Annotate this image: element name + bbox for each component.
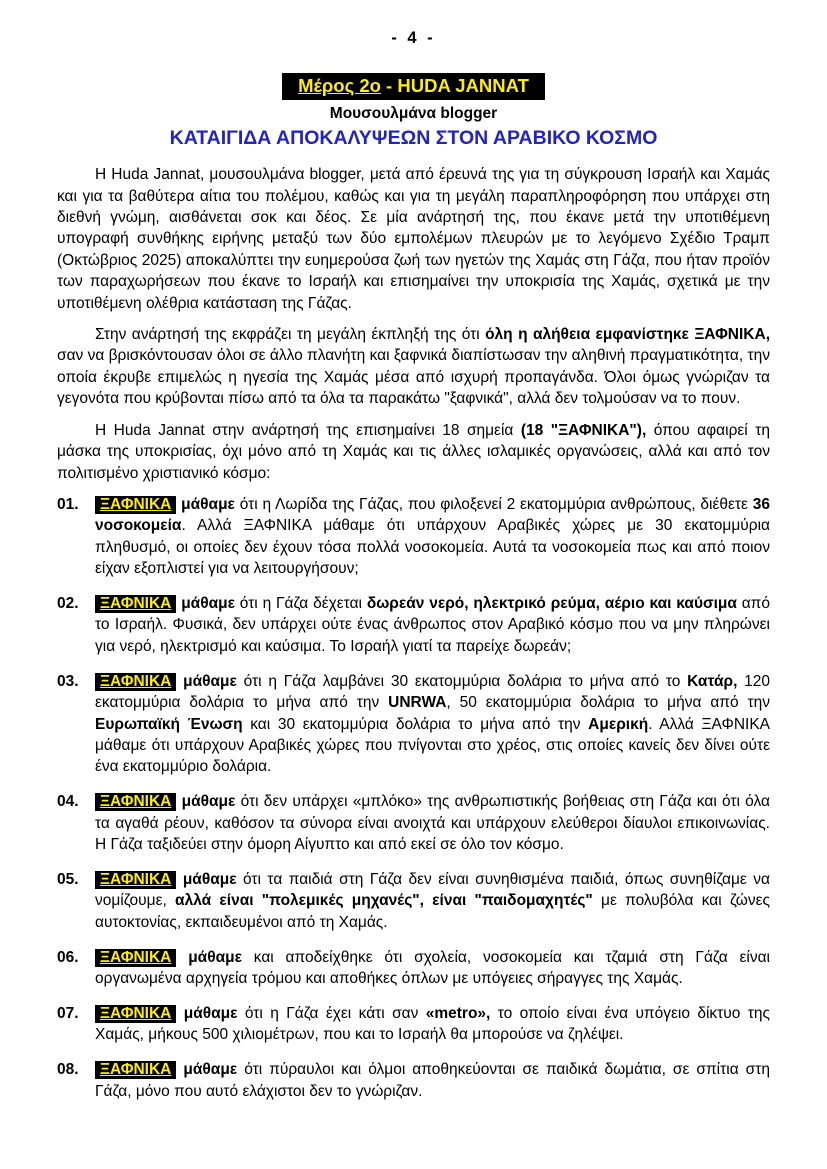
text-run: μάθαμε [182,871,237,888]
item-number: 07. [57,1005,79,1023]
paragraph [57,420,770,484]
text-run: ότι πύραυλοι και όλμοι αποθηκεύονται σε παιδικά δωμάτια, σε σπίτια στη Γάζα, μόνο που αυτό ελάχιστοι δεν το γνώριζαν. [95,1061,770,1100]
xafnika-marker: ΞΑΦΝΙΚΑ [95,1005,176,1023]
text-run: και 30 εκατομμύρια δολάρια το μήνα από την [242,715,589,733]
page-number: - 4 - [391,29,436,47]
text-run: Η Huda Jannat στην ανάρτησή της επισημαίνει 18 σημεία [95,421,521,439]
text-run: . Αλλά ΞΑΦΝΙΚΑ μάθαμε ότι υπάρχουν Αραβικές χώρες με 30 εκατομμύρια πληθυσμό, οι οποίες δεν έχουν τόσα πολλά νοσοκομεία. Αυτά τα νοσοκομεία πως και από ποιον είχαν εξοπλιστεί για να λειτουργήσουν; [95,517,770,578]
text-run: ότι η Γάζα δέχεται [234,595,367,613]
text-run: Ευρωπαϊκή Ένωση [95,715,243,733]
list-item [57,593,770,657]
xafnika-marker: ΞΑΦΝΙΚΑ [95,949,176,967]
list-item [57,791,770,855]
list-item [57,1059,770,1102]
xafnika-marker: ΞΑΦΝΙΚΑ [95,595,176,613]
text-run: . Αλλά ΞΑΦΝΙΚΑ μάθαμε ότι υπάρχουν Αραβικές χώρες που πνίγονται στο χρέος, στις οποίες κανείς δεν δίνει ούτε ένα εκατομμύριο δολάρια. [95,715,770,776]
banner-row [57,73,770,100]
text-run: αλλά είναι "πολεμικές μηχανές", είναι "παιδομαχητές" [175,892,593,910]
banner-author: HUDA JANNAT [397,75,529,97]
text-run: μάθαμε [181,495,235,513]
item-number: 04. [57,793,79,811]
text-run: Κατάρ, [687,672,738,690]
text-run: ότι η Γάζα έχει κάτι σαν [237,1005,426,1023]
text-run: με πολυβόλα και ζώνες αυτοκτονίας, εκπαιδευμένοι από τη Χαμάς. [95,892,770,931]
text-run: 120 εκατομμύρια δολάρια το μήνα από την [95,672,770,712]
text-run: μάθαμε [181,595,235,613]
text-run: μάθαμε [181,793,236,811]
text-run: ότι η Λωρίδα της Γάζας, που φιλοξενεί 2 εκατομμύρια ανθρώπους, διέθετε [234,495,753,513]
text-run: το οποίο είναι ένα υπόγειο δίκτυο της Χαμάς, μήκους 500 χιλιομέτρων, που και το Ισραήλ θα μπορούσε να ζηλέψει. [95,1005,770,1044]
text-run: Αμερική [588,715,649,733]
item-number: 01. [57,495,79,513]
text-run: , 50 εκατομμύρια δολάρια το μήνα από την [446,694,770,712]
text-run: μάθαμε [188,948,242,966]
text-run: μάθαμε [183,1005,238,1023]
paragraph [57,164,770,314]
xafnika-marker: ΞΑΦΝΙΚΑ [95,496,176,514]
text-run: ότι η Γάζα λαμβάνει 30 εκατομμύρια δολάρια το μήνα από το [236,672,688,690]
xafnika-marker: ΞΑΦΝΙΚΑ [95,673,176,691]
subtitle: Μουσουλμάνα blogger [329,105,498,123]
list-item [57,947,770,990]
xafnika-marker: ΞΑΦΝΙΚΑ [95,793,176,811]
list-item [57,494,770,580]
text-run: και αποδείχθηκε ότι σχολεία, νοσοκομεία και τζαμιά στη Γάζα είναι οργανωμένα αρχηγεία τρόμου και αποθήκες όπλων με υπόγειες σήραγγες της Χαμάς. [95,948,770,988]
text-run: Η Huda Jannat, μουσουλμάνα blogger, μετά από έρευνά της για τη σύγκρουση Ισραήλ και Χαμάς και για τα βαθύτερα αίτια του πολέμου, καθώς και για τη μεγάλη παραπληροφόρηση που υπάρχει στη διεθνή γνώμη, αισθάνεται σοκ και δέος. Σε μία ανάρτησή της, που έκανε μετά την υποτιθέμενη υπογραφή συνθήκης ειρήνης μεταξύ των δύο εμπολέμων πλευρών με το λεγόμενο Σχέδιο Τραμπ (Οκτώβριος 2025) αποκαλύπτει την ευημερούσα ζωή των ηγετών της Χαμάς στη Γάζα, που ήταν προϊόν των παραχωρήσεων που έκανε το Ισραήλ και επισημαίνει την υποκρισία της Χαμάς, σχετικά με την υποτιθέμενη ολέθρια κατάσταση της Γάζας. [57,166,770,312]
text-run: μάθαμε [183,1061,238,1079]
item-number: 06. [57,948,79,966]
list-item [57,1003,770,1046]
text-run: δωρεάν νερό, ηλεκτρικό ρεύμα, αέριο και καύσιμα [366,595,737,613]
xafnika-marker: ΞΑΦΝΙΚΑ [95,871,176,889]
paragraph [57,324,770,410]
part-label: Μέρος 2ο [298,75,381,97]
text-run: μάθαμε [183,672,237,690]
numbered-list [57,494,770,1102]
part-banner [282,73,545,100]
item-number: 08. [57,1061,79,1079]
text-run: 36 νοσοκομεία [95,495,770,535]
text-run: όπου αφαιρεί τη μάσκα της υποκρισίας, όχι μόνο από τη Χαμάς και τις άλλες ισλαμικές οργανώσεις, αλλά και από τον πολιτισμένο χριστιανικό κόσμο: [57,421,770,482]
text-run: από το Ισραήλ. Φυσικά, δεν υπάρχει ούτε ένας άνθρωπος στον Αραβικό κόσμο που να μην πληρώνει για νερό, ηλεκτρισμό και καύσιμα. Το Ισραήλ γιατί τα παρείχε δωρεάν; [95,595,770,655]
item-number: 03. [57,672,79,690]
list-item [57,869,770,933]
text-run: UNRWA [388,694,447,712]
item-number: 05. [57,871,79,888]
list-item [57,671,770,778]
text-run: Στην ανάρτησή της εκφράζει τη μεγάλη έκπληξή της ότι [95,326,486,344]
text-run: (18 "ΞΑΦΝΙΚΑ"), [520,421,647,439]
page-title: ΚΑΤΑΙΓΙΔΑ ΑΠΟΚΑΛΥΨΕΩΝ ΣΤΟΝ ΑΡΑΒΙΚΟ ΚΟΣΜΟ [169,126,658,149]
item-number: 02. [57,595,79,613]
text-run: «metro», [425,1005,491,1023]
text-run: ότι δεν υπάρχει «μπλόκο» της ανθρωπιστικής βοήθειας στη Γάζα και ότι όλα τα αγαθά ρέουν, καθόσον τα σύνορα είναι ανοιχτά και υπάρχουν ελεύθεροι δίαυλοι επικοινωνίας. Η Γάζα ταξιδεύει στην όμορη Αίγυπτο και από εκεί σε όλο τον κόσμο. [95,793,770,854]
text-run: όλη η αλήθεια εμφανίστηκε ΞΑΦΝΙΚΑ, [485,326,770,344]
xafnika-marker: ΞΑΦΝΙΚΑ [95,1061,176,1079]
text-run: σαν να βρισκόντουσαν όλοι σε άλλο πλανήτη και ξαφνικά διαπίστωσαν την αληθινή πραγματικότητα, την οποία έκρυβε επιμελώς η ηγεσία της Χαμάς μέσα από ισχυρή προπαγάνδα. Όλοι όμως γνώριζαν τα γεγονότα που κρύβονται πίσω από τα όλα τα παρακάτω "ξαφνικά", αλλά δεν τολμούσαν να το πουν. [57,347,770,408]
text-run: ότι τα παιδιά στη Γάζα δεν είναι συνηθισμένα παιδιά, όπως συνηθίζαμε να νομίζουμε, [95,871,770,910]
paragraphs-section [57,164,770,484]
banner-separator: - [380,75,398,97]
